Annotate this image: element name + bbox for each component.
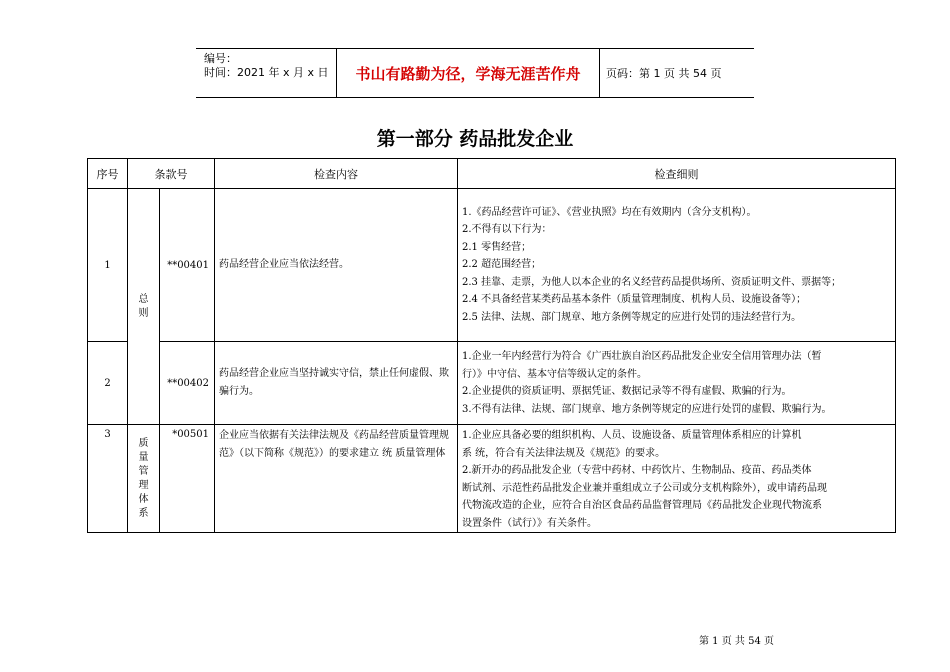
page-footer: 第 1 页 共 54 页 [699, 636, 774, 647]
inspection-table [87, 158, 896, 533]
column-header-detail: 检查细则 [458, 159, 896, 189]
inspection-detail [458, 342, 896, 425]
detail-line: 系 统，符合有关法律法规及《规范》的要求。 [462, 447, 666, 459]
section-quality [128, 425, 160, 533]
table-row [88, 425, 896, 533]
detail-line: 行）》中守信、基本守信等级认定的条件。 [462, 368, 647, 380]
detail-line: 1.企业一年内经营行为符合《广西壮族自治区药品批发企业安全信用管理办法（暂 [462, 351, 822, 362]
header-meta [196, 49, 337, 97]
row-number: 1 [88, 189, 128, 342]
detail-line: 2.5 法律、法规、部门规章、地方条例等规定的应进行处罚的违法经营行为。 [462, 311, 802, 323]
column-header-no: 序号 [88, 159, 128, 189]
page-title: 第一部分 药品批发企业 [376, 128, 574, 150]
detail-line: 断试剂、示范性药品批发企业兼并重组成立子公司或分支机构除外），或申请药品现 [462, 482, 827, 494]
table-header-row [88, 159, 896, 189]
inspection-content: 药品经营企业应当坚持诚实守信，禁止任何虚假、欺骗行为。 [215, 342, 458, 425]
detail-line: 2.2 超范围经营； [462, 259, 542, 271]
section-general [128, 189, 160, 425]
clause-code: **00401 [160, 189, 215, 342]
clause-code: *00501 [160, 425, 215, 533]
table-row [88, 189, 896, 342]
column-header-code: 条款号 [128, 159, 215, 189]
detail-line: 3.不得有法律、法规、部门规章、地方条例等规定的应进行处罚的虚假、欺骗行为。 [462, 403, 832, 415]
document-header [196, 48, 754, 98]
inspection-detail [458, 425, 896, 533]
row-number: 2 [88, 342, 128, 425]
motto: 书山有路勤为径，学海无涯苦作舟 [337, 49, 600, 97]
detail-line: 2.不得有以下行为： [462, 224, 552, 236]
section-label: 总则 [138, 293, 149, 319]
detail-line: 代物流改造的企业，应符合自治区食品药品监督管理局《药品批发企业现代物流系 [462, 500, 822, 511]
page-info: 页码：第 1 页 共 54 页 [606, 67, 722, 80]
detail-line: 1.《药品经营许可证》、《营业执照》均在有效期内（含分支机构）。 [462, 206, 757, 218]
table-row [88, 342, 896, 425]
detail-line: 1.企业应具备必要的组织机构、人员、设施设备、质量管理体系相应的计算机 [462, 430, 802, 441]
section-label: 质量管理体系 [138, 437, 149, 519]
serial-label: 编号： [204, 52, 237, 65]
detail-line: 2.4 不具备经营某类药品基本条件（质量管理制度、机构人员、设施设备等）； [462, 294, 807, 306]
column-header-content: 检查内容 [215, 159, 458, 189]
detail-line: 2.3 挂靠、走票，为他人以本企业的名义经营药品提供场所、资质证明文件、票据等； [462, 276, 842, 288]
inspection-content: 药品经营企业应当依法经营。 [215, 189, 458, 342]
row-number: 3 [88, 425, 128, 533]
detail-line: 设置条件（试行）》有关条件。 [462, 517, 597, 529]
detail-line: 2.新开办的药品批发企业（专营中药材、中药饮片、生物制品、疫苗、药品类体 [462, 465, 812, 476]
inspection-content: 企业应当依据有关法律法规及《药品经营质量管理规范》（以下简称《规范》）的要求建立 统 质量管理体 [215, 425, 458, 533]
inspection-detail [458, 189, 896, 342]
clause-code: **00402 [160, 342, 215, 425]
time-label: 时间：2021 年 x 月 x 日 [204, 66, 329, 79]
detail-line: 2.企业提供的资质证明、票据凭证、数据记录等不得有虚假、欺骗的行为。 [462, 386, 792, 397]
detail-line: 2.1 零售经营； [462, 241, 532, 253]
